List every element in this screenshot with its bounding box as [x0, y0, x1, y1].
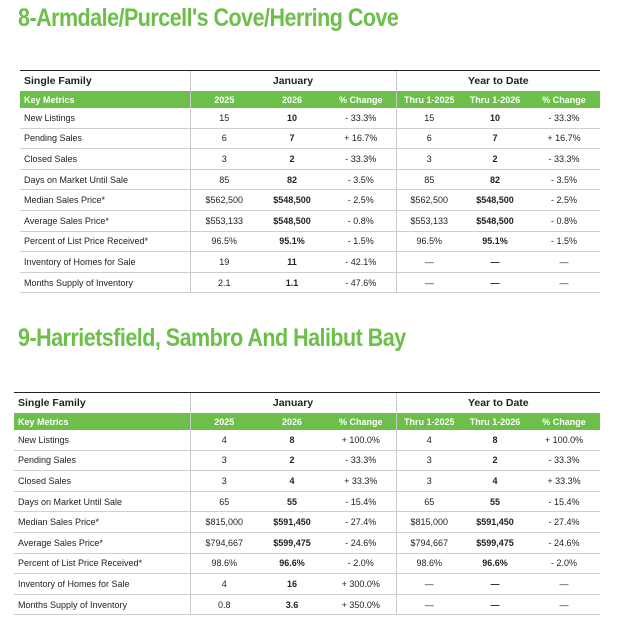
ytd-2026-value: —	[462, 574, 528, 595]
jan-2026-value: 10	[258, 108, 326, 128]
jan-pct-change: - 33.3%	[326, 149, 396, 170]
column-header: % Change	[528, 413, 600, 430]
jan-2026-value: 96.6%	[258, 553, 326, 574]
jan-2025-value: 4	[190, 574, 258, 595]
category-label: Single Family	[18, 397, 86, 409]
ytd-2026-value: 55	[462, 491, 528, 512]
ytd-pct-change: - 0.8%	[528, 210, 600, 231]
metric-label: Percent of List Price Received*	[14, 553, 190, 574]
jan-2025-value: $815,000	[190, 512, 258, 533]
table-row	[20, 169, 600, 190]
jan-2025-value: 6	[190, 128, 258, 149]
jan-pct-change: + 100.0%	[326, 430, 396, 450]
ytd-2025-value: 85	[396, 169, 462, 190]
jan-2026-value: $599,475	[258, 532, 326, 553]
metric-label: Pending Sales	[20, 128, 190, 149]
jan-2026-value: 55	[258, 491, 326, 512]
jan-2026-value: 11	[258, 252, 326, 273]
jan-2025-value: $562,500	[190, 190, 258, 211]
table-row	[14, 450, 600, 471]
metric-label: Closed Sales	[14, 471, 190, 492]
jan-2025-value: 2.1	[190, 272, 258, 293]
group-january-label: January	[190, 393, 396, 413]
jan-2025-value: $553,133	[190, 210, 258, 231]
ytd-pct-change: - 33.3%	[528, 108, 600, 128]
column-header: Key Metrics	[20, 91, 190, 108]
column-header: Thru 1-2026	[462, 413, 528, 430]
group-january-label: January	[190, 71, 396, 91]
jan-2026-value: 3.6	[258, 594, 326, 615]
jan-2026-value: 95.1%	[258, 231, 326, 252]
metric-label: New Listings	[20, 108, 190, 128]
section-title: 8-Armdale/Purcell's Cove/Herring Cove	[18, 4, 399, 32]
column-header: 2026	[258, 91, 326, 108]
jan-2026-value: $548,500	[258, 190, 326, 211]
metric-label: Days on Market Until Sale	[14, 491, 190, 512]
jan-2025-value: 85	[190, 169, 258, 190]
table-row	[20, 128, 600, 149]
metrics-table	[14, 393, 600, 615]
jan-pct-change: - 27.4%	[326, 512, 396, 533]
ytd-2025-value: —	[396, 252, 462, 273]
table-row	[20, 149, 600, 170]
table-row	[20, 231, 600, 252]
jan-pct-change: + 350.0%	[326, 594, 396, 615]
ytd-pct-change: + 33.3%	[528, 471, 600, 492]
ytd-2025-value: 6	[396, 128, 462, 149]
table-row	[20, 272, 600, 293]
jan-pct-change: - 33.3%	[326, 108, 396, 128]
ytd-2026-value: 96.6%	[462, 553, 528, 574]
ytd-pct-change: - 24.6%	[528, 532, 600, 553]
ytd-2026-value: 10	[462, 108, 528, 128]
ytd-2025-value: $815,000	[396, 512, 462, 533]
table-row	[14, 512, 600, 533]
table-row	[14, 574, 600, 595]
ytd-pct-change: - 27.4%	[528, 512, 600, 533]
ytd-2026-value: 2	[462, 450, 528, 471]
metrics-table	[20, 71, 600, 293]
column-header: Key Metrics	[14, 413, 190, 430]
table-row	[20, 252, 600, 273]
ytd-2026-value: $548,500	[462, 190, 528, 211]
ytd-pct-change: —	[528, 594, 600, 615]
column-header: % Change	[326, 91, 396, 108]
ytd-pct-change: —	[528, 252, 600, 273]
jan-pct-change: - 42.1%	[326, 252, 396, 273]
group-ytd-label: Year to Date	[396, 393, 600, 413]
table-row	[20, 108, 600, 128]
ytd-2025-value: 15	[396, 108, 462, 128]
jan-2025-value: 3	[190, 450, 258, 471]
ytd-2026-value: —	[462, 272, 528, 293]
table-row	[14, 430, 600, 450]
column-header: % Change	[528, 91, 600, 108]
jan-2026-value: $548,500	[258, 210, 326, 231]
metric-label: Inventory of Homes for Sale	[14, 574, 190, 595]
ytd-2025-value: $553,133	[396, 210, 462, 231]
ytd-2026-value: $591,450	[462, 512, 528, 533]
ytd-pct-change: - 33.3%	[528, 450, 600, 471]
column-header: Thru 1-2026	[462, 91, 528, 108]
metric-label: Average Sales Price*	[20, 210, 190, 231]
ytd-2025-value: 3	[396, 471, 462, 492]
ytd-pct-change: - 33.3%	[528, 149, 600, 170]
ytd-2026-value: $548,500	[462, 210, 528, 231]
ytd-pct-change: - 2.0%	[528, 553, 600, 574]
table-row	[14, 532, 600, 553]
ytd-2025-value: —	[396, 594, 462, 615]
ytd-pct-change: —	[528, 272, 600, 293]
jan-2026-value: 2	[258, 450, 326, 471]
ytd-2026-value: —	[462, 594, 528, 615]
jan-pct-change: - 2.0%	[326, 553, 396, 574]
metric-label: Average Sales Price*	[14, 532, 190, 553]
jan-pct-change: - 0.8%	[326, 210, 396, 231]
jan-pct-change: - 1.5%	[326, 231, 396, 252]
jan-pct-change: - 3.5%	[326, 169, 396, 190]
table-row	[14, 594, 600, 615]
jan-pct-change: - 2.5%	[326, 190, 396, 211]
ytd-2025-value: 65	[396, 491, 462, 512]
ytd-pct-change: + 100.0%	[528, 430, 600, 450]
jan-2026-value: 2	[258, 149, 326, 170]
table-row	[20, 190, 600, 211]
jan-2025-value: 3	[190, 471, 258, 492]
metric-label: New Listings	[14, 430, 190, 450]
column-header: 2026	[258, 413, 326, 430]
column-header: 2025	[190, 91, 258, 108]
ytd-2026-value: 4	[462, 471, 528, 492]
ytd-2026-value: 7	[462, 128, 528, 149]
jan-2025-value: 3	[190, 149, 258, 170]
section-title: 9-Harrietsfield, Sambro And Halibut Bay	[18, 324, 406, 352]
table-row	[14, 471, 600, 492]
metric-label: Months Supply of Inventory	[14, 594, 190, 615]
jan-2026-value: 1.1	[258, 272, 326, 293]
jan-2025-value: 19	[190, 252, 258, 273]
column-header: 2025	[190, 413, 258, 430]
ytd-2025-value: —	[396, 574, 462, 595]
jan-2026-value: $591,450	[258, 512, 326, 533]
table-group-header	[14, 393, 600, 413]
ytd-2025-value: —	[396, 272, 462, 293]
jan-2026-value: 82	[258, 169, 326, 190]
category-label: Single Family	[24, 75, 92, 87]
table-row	[20, 210, 600, 231]
ytd-pct-change: - 15.4%	[528, 491, 600, 512]
metric-label: Pending Sales	[14, 450, 190, 471]
ytd-pct-change: - 3.5%	[528, 169, 600, 190]
ytd-2026-value: 2	[462, 149, 528, 170]
ytd-2026-value: 8	[462, 430, 528, 450]
ytd-2025-value: 96.5%	[396, 231, 462, 252]
ytd-2026-value: 82	[462, 169, 528, 190]
jan-pct-change: - 24.6%	[326, 532, 396, 553]
jan-2026-value: 16	[258, 574, 326, 595]
jan-2026-value: 7	[258, 128, 326, 149]
ytd-pct-change: —	[528, 574, 600, 595]
ytd-pct-change: - 1.5%	[528, 231, 600, 252]
table-row	[14, 553, 600, 574]
jan-2026-value: 8	[258, 430, 326, 450]
ytd-2025-value: 4	[396, 430, 462, 450]
column-header-row	[14, 413, 600, 430]
metric-label: Inventory of Homes for Sale	[20, 252, 190, 273]
jan-pct-change: - 33.3%	[326, 450, 396, 471]
jan-2025-value: 65	[190, 491, 258, 512]
ytd-2025-value: $562,500	[396, 190, 462, 211]
metric-label: Median Sales Price*	[20, 190, 190, 211]
ytd-2025-value: 3	[396, 450, 462, 471]
jan-2025-value: 4	[190, 430, 258, 450]
ytd-2025-value: 98.6%	[396, 553, 462, 574]
metric-label: Percent of List Price Received*	[20, 231, 190, 252]
ytd-pct-change: + 16.7%	[528, 128, 600, 149]
group-ytd-label: Year to Date	[396, 71, 600, 91]
ytd-2025-value: $794,667	[396, 532, 462, 553]
metric-label: Median Sales Price*	[14, 512, 190, 533]
jan-pct-change: + 33.3%	[326, 471, 396, 492]
table-body	[14, 430, 600, 615]
jan-pct-change: - 15.4%	[326, 491, 396, 512]
jan-pct-change: + 300.0%	[326, 574, 396, 595]
metric-label: Days on Market Until Sale	[20, 169, 190, 190]
ytd-2026-value: —	[462, 252, 528, 273]
jan-2025-value: 98.6%	[190, 553, 258, 574]
column-header: Thru 1-2025	[396, 91, 462, 108]
table-row	[14, 491, 600, 512]
table-body	[20, 108, 600, 293]
jan-2026-value: 4	[258, 471, 326, 492]
ytd-2026-value: $599,475	[462, 532, 528, 553]
column-header: Thru 1-2025	[396, 413, 462, 430]
table-group-header	[20, 71, 600, 91]
jan-pct-change: + 16.7%	[326, 128, 396, 149]
jan-2025-value: 96.5%	[190, 231, 258, 252]
metric-label: Closed Sales	[20, 149, 190, 170]
jan-pct-change: - 47.6%	[326, 272, 396, 293]
column-header-row	[20, 91, 600, 108]
column-header: % Change	[326, 413, 396, 430]
jan-2025-value: $794,667	[190, 532, 258, 553]
ytd-2025-value: 3	[396, 149, 462, 170]
jan-2025-value: 15	[190, 108, 258, 128]
ytd-2026-value: 95.1%	[462, 231, 528, 252]
metric-label: Months Supply of Inventory	[20, 272, 190, 293]
ytd-pct-change: - 2.5%	[528, 190, 600, 211]
jan-2025-value: 0.8	[190, 594, 258, 615]
